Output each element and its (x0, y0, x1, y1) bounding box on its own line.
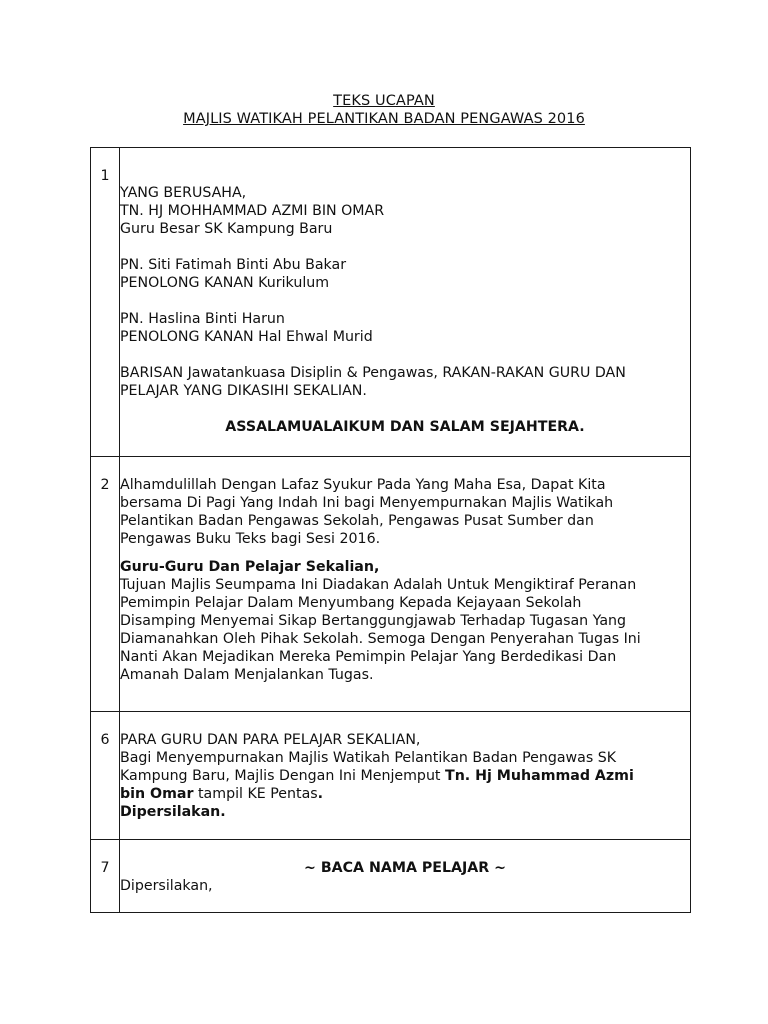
row-number-cell (91, 457, 120, 712)
table-row (91, 457, 691, 712)
paragraph-line: Disamping Menyemai Sikap Bertanggungjawab Terhadap Tugasan Yang (120, 613, 627, 629)
row-content-cell (120, 457, 691, 712)
document-subtitle: MAJLIS WATIKAH PELANTIKAN BADAN PENGAWAS 2016 (183, 111, 585, 127)
paragraph-line: Tujuan Majlis Seumpama Ini Diadakan Adalah Untuk Mengiktiraf Peranan (120, 577, 637, 593)
salutation: ASSALAMUALAIKUM DAN SALAM SEJAHTERA. (225, 419, 585, 435)
assistant-name-1: PN. Siti Fatimah Binti Abu Bakar (120, 257, 347, 273)
invitation-line (120, 785, 690, 803)
paragraph-line: Amanah Dalam Menjalankan Tugas. (120, 667, 374, 683)
headmaster-name: TN. HJ MOHHAMMAD AZMI BIN OMAR (120, 203, 385, 219)
row-content-cell (120, 712, 691, 840)
row-content-cell (120, 148, 691, 457)
row-number: 2 (100, 477, 110, 493)
table-row (91, 840, 691, 913)
row-number-cell (91, 148, 120, 457)
invitation-text: tampil KE Pentas (193, 786, 318, 802)
audience-line-1: BARISAN Jawatankuasa Disiplin & Pengawas, RAKAN-RAKAN GURU DAN (120, 365, 626, 381)
document-title: TEKS UCAPAN (333, 93, 435, 109)
paragraph-line: Nanti Akan Mejadikan Mereka Pemimpin Pelajar Yang Berdedikasi Dan (120, 649, 617, 665)
section-heading: ~ BACA NAMA PELAJAR ~ (304, 860, 506, 876)
paragraph-line: Alhamdulillah Dengan Lafaz Syukur Pada Yang Maha Esa, Dapat Kita (120, 477, 606, 493)
invitation-text: Kampung Baru, Majlis Dengan Ini Menjemput (120, 768, 446, 784)
paragraph-line: Pelantikan Badan Pengawas Sekolah, Pengawas Pusat Sumber dan (120, 513, 594, 529)
headmaster-role: Guru Besar SK Kampung Baru (120, 221, 333, 237)
paragraph-line: bersama Di Pagi Yang Indah Ini bagi Menyempurnakan Majlis Watikah (120, 495, 614, 511)
invitation-line (120, 767, 690, 785)
assistant-role-1: PENOLONG KANAN Kurikulum (120, 275, 330, 291)
closing-line: Dipersilakan, (120, 878, 213, 894)
paragraph-line: Pemimpin Pelajar Dalam Menyumbang Kepada Kejayaan Sekolah (120, 595, 582, 611)
invitation-line: Bagi Menyempurnakan Majlis Watikah Pelantikan Badan Pengawas SK (120, 750, 617, 766)
paragraph-line: Diamanahkan Oleh Pihak Sekolah. Semoga Dengan Penyerahan Tugas Ini (120, 631, 641, 647)
table-row (91, 148, 691, 457)
table-row (91, 712, 691, 840)
row-content-cell (120, 840, 691, 913)
row-number: 7 (100, 860, 110, 876)
section-heading: Guru-Guru Dan Pelajar Sekalian, (120, 559, 380, 575)
invitation-line: PARA GURU DAN PARA PELAJAR SEKALIAN, (120, 732, 421, 748)
paragraph-line: Pengawas Buku Teks bagi Sesi 2016. (120, 531, 381, 547)
assistant-role-2: PENOLONG KANAN Hal Ehwal Murid (120, 329, 373, 345)
row-number: 1 (100, 168, 110, 184)
invitation-closing: Dipersilakan. (120, 804, 226, 820)
audience-line-2: PELAJAR YANG DIKASIHI SEKALIAN. (120, 383, 367, 399)
assistant-name-2: PN. Haslina Binti Harun (120, 311, 285, 327)
guest-name-cont: bin Omar (120, 786, 194, 802)
invitation-period: . (317, 786, 324, 802)
row-number-cell (91, 712, 120, 840)
row-number: 6 (100, 732, 110, 748)
speech-table (90, 147, 691, 913)
greeting: YANG BERUSAHA, (120, 185, 247, 201)
guest-name: Tn. Hj Muhammad Azmi (445, 768, 634, 784)
row-number-cell (91, 840, 120, 913)
